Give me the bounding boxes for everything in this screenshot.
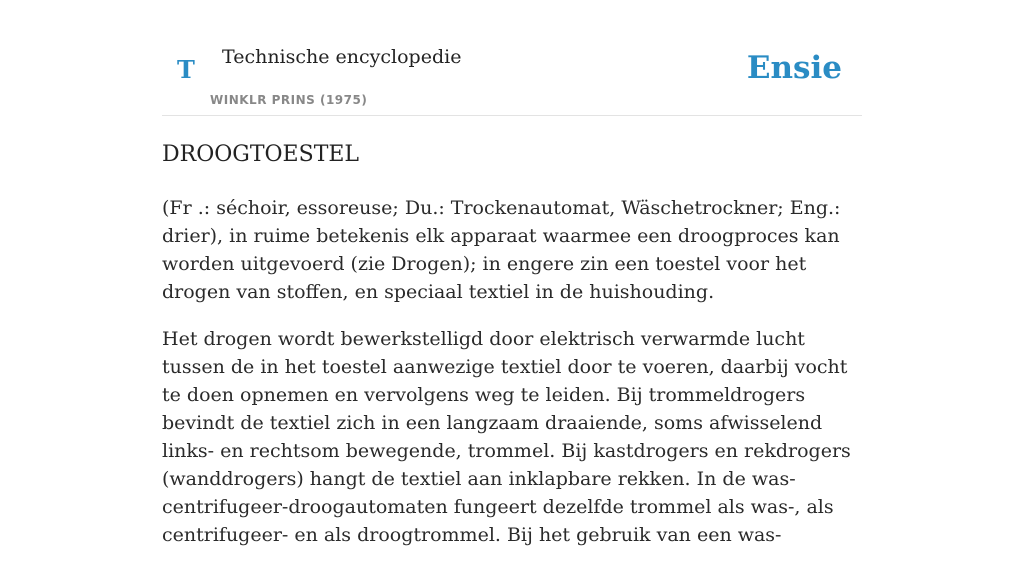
brand-logo[interactable]: Ensie [746, 50, 842, 86]
article-paragraph: (Fr .: séchoir, essoreuse; Du.: Trockenautomat, Wäschetrockner; Eng.: drier), in ruime betekenis elk apparaat waarmee een droogproces kan worden uitgevoerd (zie Drogen); in engere zin een toestel voor het drogen van stoffen, en speciaal textiel in de huishouding. [162, 197, 841, 303]
header [162, 40, 862, 116]
article [162, 140, 862, 568]
article-title: DROOGTOESTEL [162, 142, 360, 167]
article-paragraph: Het drogen wordt bewerkstelligd door elektrisch verwarmde lucht tussen de in het toestel aanwezige textiel door te voeren, daarbij vocht te doen opnemen en vervolgens weg te leiden. Bij trommeldrogers bevindt de textiel zich in een langzaam draaiende, soms afwisselend links- en rechtsom bewegende, trommel. Bij kastdrogers en rekdrogers (wanddrogers) hangt de textiel aan inklapbare rekken. In de was-centrifugeer-droogautomaten fungeert dezelfde trommel als was-, als centrifugeer- en als droogtrommel. Bij het gebruik van een was- [162, 328, 851, 546]
encyclopedia-title[interactable]: Technische encyclopedie [222, 46, 462, 68]
site-logo[interactable]: T [177, 55, 195, 84]
source-label: WINKLR PRINS (1975) [210, 93, 368, 107]
